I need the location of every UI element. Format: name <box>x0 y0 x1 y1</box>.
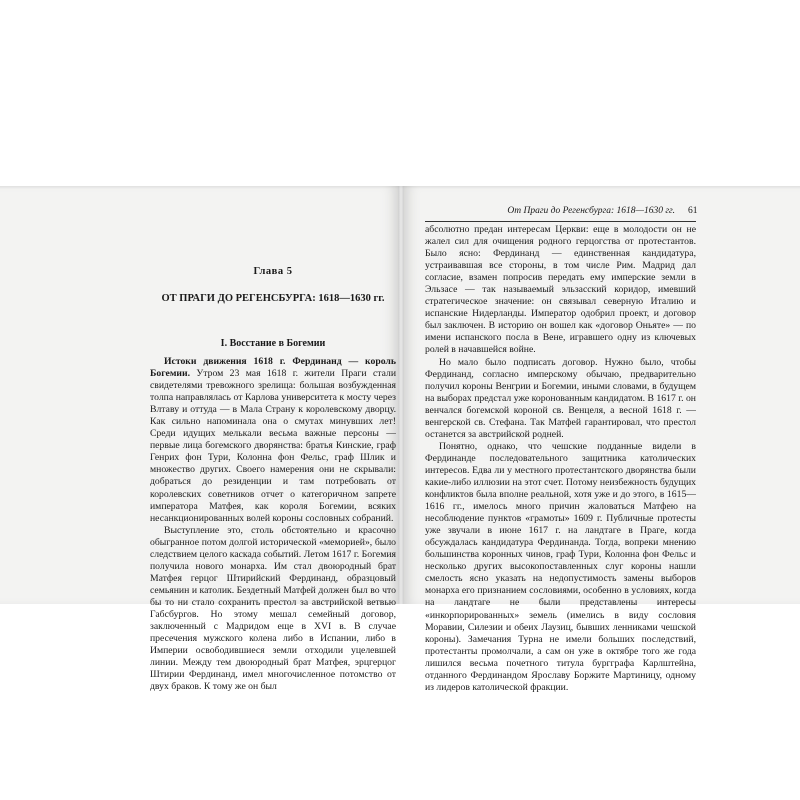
right-page <box>404 186 800 693</box>
paragraph-1 <box>150 356 396 525</box>
left-page-body <box>150 356 396 693</box>
chapter-number: Глава 5 <box>253 266 293 277</box>
paragraph-lead: Истоки движения 1618 г. Фердинанд — король Богемии. <box>150 356 396 380</box>
page-top-shadow <box>0 186 800 189</box>
left-page <box>0 186 398 693</box>
paragraph-continued: абсолютно предан интересам Церкви: еще в молодости он не жалел сил для очищения родного герцогства от протестантов. Было ясно: Фердинанд — единственная кандидатура, устраивавшая все стороны, в том числе Рим. Мадрид дал согласие, взамен попросив передать ему имперские земли в Эльзасе — так называемый эльзасский коридор, имевший стратегическое значение: он связывал северную Италию и испанские Нидерланды. Император одобрил проект, и договор был заключен. В историю он вошел как «договор Оньяте» — по имени испанского посла в Вене, игравшего одну из ключевых ролей в начавшейся войне. <box>425 224 696 356</box>
section-title: I. Восстание в Богемии <box>220 338 326 349</box>
running-head: От Праги до Регенсбурга: 1618—1630 гг. <box>507 206 675 216</box>
paragraph-2: Выступление это, столь обстоятельно и красочно обыгранное потом долгой исторической «меморией», было следствием целого каскада событий. Летом 1617 г. Богемия получила нового монарха. Им стал двоюродный брат Матфея герцог Штирийский Фердинанд, образцовый семьянин и католик. Бездетный Матфей должен был во что бы то ни стало сохранить престол за австрийской ветвью Габсбургов. Но этому мешал семейный договор, заключенный с Мадридом еще в XVI в. В случае пресечения мужского колена либо в Испании, либо в Империи освободившиеся земли отходили уцелевшей линии. Между тем двоюродный брат Матфея, эрцгерцог Штирии Фердинанд, имел многочисленное потомство от двух браков. К тому же он был <box>150 524 396 693</box>
paragraph-1-text: Утром 23 мая 1618 г. жители Праги стали свидетелями тревожного зрелища: большая возбужденная толпа направлялась от Карлова университета к мосту через Влтаву и оттуда — в Мала Страну к королевскому дворцу. Как сильно напоминала она о смутах минувших лет! Среди идущих мелькали весьма важные персоны — первые лица богемского дворянства: братья Кинские, граф Генрих фон Тури, Колонна фон Фельс, граф Шлик и множество других. Своего намерения они не скрывали: добраться до резиденции и там потребовать от королевских советников отчет о категоричном запрете императора Матфея, как короля Богемии, всяких несанкционированных волей короны сословных собраний. <box>150 368 397 524</box>
paragraph-2: Но мало было подписать договор. Нужно было, чтобы Фердинанд, согласно имперскому обычаю, предварительно получил короны Венгрии и Богемии, иными словами, в будущем на выборах предстал уже коронованным кандидатом. В 1617 г. он венчался богемской короной св. Венцеля, а весной 1618 г. — венгерской св. Стефана. Так Матфей гарантировал, что престол останется за австрийской родней. <box>425 356 696 440</box>
chapter-heading <box>150 266 396 304</box>
page-number: 61 <box>688 206 698 216</box>
chapter-title: ОТ ПРАГИ ДО РЕГЕНСБУРГА: 1618—1630 гг. <box>161 293 385 304</box>
right-page-body <box>425 224 696 694</box>
header-rule <box>425 221 696 222</box>
paragraph-3: Понятно, однако, что чешские подданные видели в Фердинанде последовательного защитника католических интересов. Едва ли у местного протестантского дворянства были какие-либо иллюзии на этот счет. Потому неизбежность будущих конфликтов была вполне реальной, хотя уже и до этого, в 1615—1616 гг., имелось много причин жаловаться Матфею на несоблюдение пунктов «грамоты» 1609 г. Публичные протесты уже звучали в июне 1617 г. на ландтаге в Праге, когда обсуждалась кандидатура Фердинанда. Тогда, вопреки мнению большинства коронных чинов, граф Тури, Колонна фон Фельс и несколько других высокопоставленных слуг короны нашли смелость ясно указать на недопустимость замены выборов монарха его признанием сословиями, особенно в условиях, когда на ландтаге не были представлены интересы «инкорпорированных» земель (имелись в виду сословия Моравии, Силезии и обеих Лаузиц, бывших ленниками чешской короны). Замечания Турна не имели больших последствий, протестанты промолчали, а сам он уже в октябре того же года лишился весьма почетного титула бургграфа Карлштейна, отданного Фердинандом Ярославу Боржите Мартиницу, одному из лидеров католической фракции. <box>425 440 696 693</box>
